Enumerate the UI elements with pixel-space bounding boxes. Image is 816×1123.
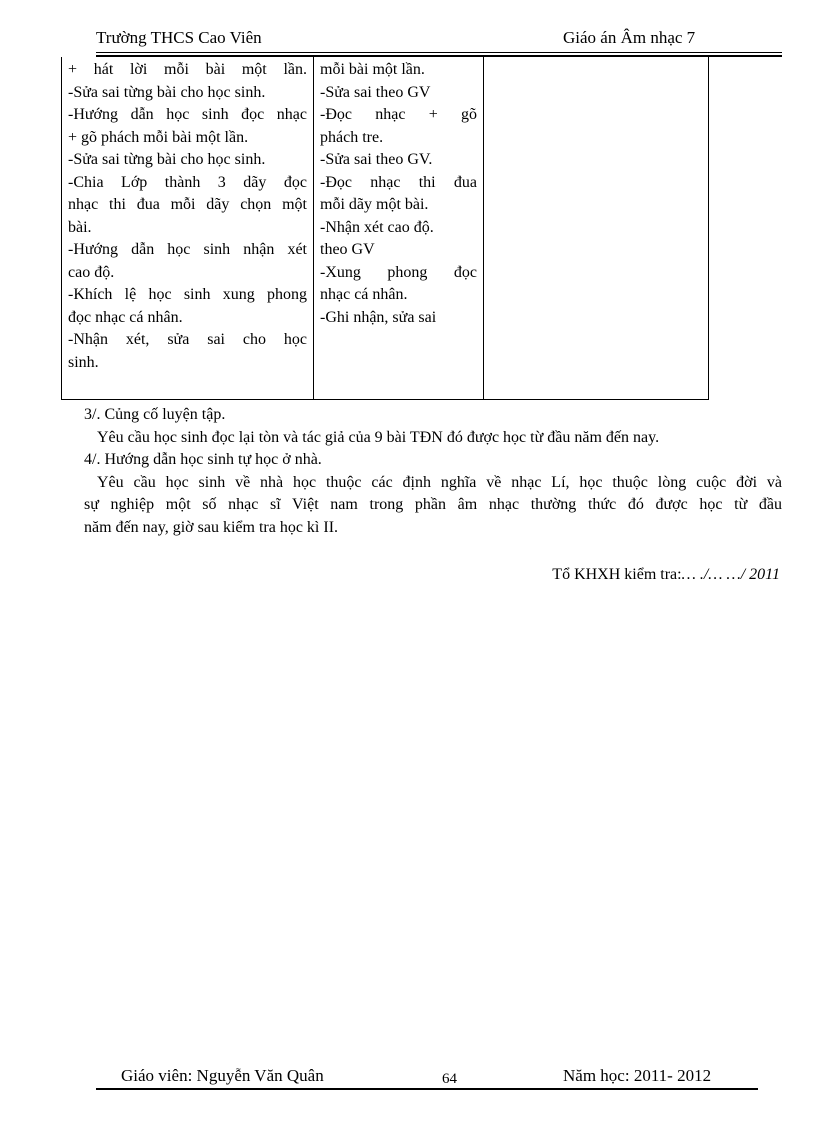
footer-rule	[96, 1088, 758, 1090]
footer-teacher: Giáo viên: Nguyễn Văn Quân	[121, 1066, 324, 1085]
section-text: Yêu cầu học sinh về nhà học thuộc các định nghĩa về nhạc Lí, học thuộc lòng cuộc đời và	[97, 473, 782, 491]
table-line: nhạc cá nhân.	[320, 286, 408, 303]
table-line: phách tre.	[320, 128, 384, 146]
table-line: sinh.	[68, 353, 99, 371]
activity-table	[61, 57, 709, 400]
header-subject: Giáo án Âm nhạc 7	[563, 28, 696, 47]
table-line: cao độ.	[68, 263, 115, 281]
table-line: mỗi dãy một bài.	[320, 196, 429, 213]
section-heading: 3/. Củng cố luyện tập.	[84, 406, 226, 423]
table-line: -Nhận xét cao độ.	[320, 218, 434, 236]
teacher-activity-cell	[62, 57, 314, 400]
header-school: Trường THCS Cao Viên	[96, 28, 262, 47]
section-text: Yêu cầu học sinh đọc lại tòn và tác giả của 9 bài TĐN đó được học từ đầu năm đến nay.	[97, 428, 660, 446]
header-rule-thin	[96, 52, 782, 53]
table-line: -Chia Lớp thành 3 dãy đọc	[68, 173, 307, 191]
section-heading: 4/. Hướng dẫn học sinh tự học ở nhà.	[84, 451, 322, 469]
section-text: sự nghiệp một số nhạc sĩ Việt nam trong phần âm nhạc thường thức đó được học từ đầu	[84, 496, 782, 514]
table-line: -Sửa sai theo GV.	[320, 151, 433, 168]
student-activity-cell	[314, 57, 484, 400]
table-line: -Nhận xét, sửa sai cho học	[68, 331, 307, 348]
table-line: -Hướng dẫn học sinh nhận xét	[68, 241, 307, 258]
table-row	[62, 57, 709, 400]
table-line: bài.	[68, 218, 92, 236]
signature-label: Tổ KHXH kiểm tra:	[552, 566, 682, 583]
table-line: + hát lời mỗi bài một lần.	[68, 61, 307, 78]
table-line: -Sửa sai từng bài cho học sinh.	[68, 83, 266, 101]
notes-cell	[484, 57, 709, 400]
signature-block	[552, 566, 780, 584]
table-line: -Ghi nhận, sửa sai	[320, 308, 437, 326]
table-line: mỗi bài một lần.	[320, 61, 425, 78]
table-line: theo GV	[320, 241, 375, 258]
table-line: + gõ phách mỗi bài một lần.	[68, 128, 249, 146]
page-number: 64	[442, 1071, 457, 1087]
table-line: nhạc thi đua mỗi dãy chọn một	[68, 196, 307, 213]
table-line: -Sửa sai theo GV	[320, 83, 431, 101]
section-text: năm đến nay, giờ sau kiểm tra học kì II.	[84, 518, 339, 536]
table-line: -Xung phong đọc	[320, 263, 477, 281]
signature-date: … ./… …/ 2011	[681, 566, 780, 583]
table-line: -Đọc nhạc + gõ	[320, 106, 477, 123]
table-line: -Sửa sai từng bài cho học sinh.	[68, 151, 266, 168]
footer-school-year: Năm học: 2011- 2012	[563, 1066, 712, 1085]
table-line: -Khích lệ học sinh xung phong	[68, 286, 307, 303]
table-line: đọc nhạc cá nhân.	[68, 308, 183, 326]
table-line: -Hướng dẫn học sinh đọc nhạc	[68, 106, 307, 123]
table-line: -Đọc nhạc thi đua	[320, 173, 477, 191]
lesson-body	[84, 404, 782, 540]
